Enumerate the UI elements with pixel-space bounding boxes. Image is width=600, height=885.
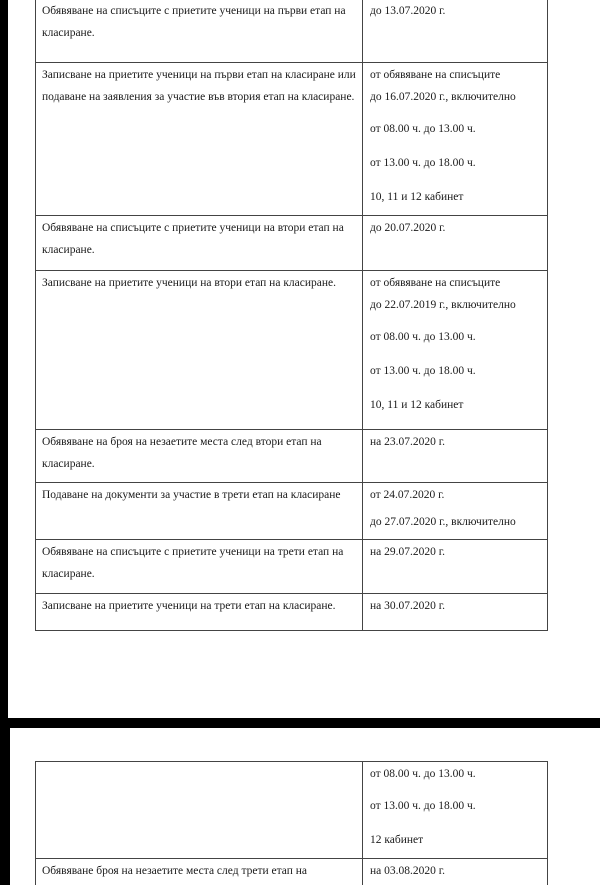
date-text: до 16.07.2020 г., включително <box>370 91 516 103</box>
date-cell <box>363 540 548 594</box>
date-cell <box>363 483 548 540</box>
date-text: 10, 11 и 12 кабинет <box>370 191 464 203</box>
date-cell <box>363 216 548 271</box>
schedule-table <box>35 761 548 885</box>
date-text: до 20.07.2020 г. <box>370 222 446 234</box>
event-text: Подаване на документи за участие в трети етап на класиране <box>42 489 341 501</box>
schedule-table <box>35 0 548 631</box>
date-text: от 08.00 ч. до 13.00 ч. <box>370 768 476 780</box>
event-cell <box>36 430 363 483</box>
event-cell <box>36 63 363 216</box>
date-text: от 13.00 ч. до 18.00 ч. <box>370 365 476 377</box>
table-row <box>36 271 548 430</box>
event-text: Обявяване на списъците с приетите ученици на първи етап на <box>42 5 346 17</box>
table-row <box>36 483 548 540</box>
date-text: от 08.00 ч. до 13.00 ч. <box>370 331 476 343</box>
event-cell <box>36 594 363 631</box>
event-text: класиране. <box>42 568 95 580</box>
event-text: Обявяване на броя на незаетите места след втори етап на <box>42 436 322 448</box>
date-cell <box>363 0 548 63</box>
event-cell <box>36 483 363 540</box>
table-row <box>36 216 548 271</box>
event-text: класиране. <box>42 458 95 470</box>
table-row <box>36 594 548 631</box>
date-text: на 03.08.2020 г. <box>370 865 446 877</box>
date-cell <box>363 859 548 885</box>
date-text: от обявяване на списъците <box>370 69 501 81</box>
event-text: Обявяване на списъците с приетите ученици на трети етап на <box>42 546 344 558</box>
event-cell <box>36 0 363 63</box>
date-text: 10, 11 и 12 кабинет <box>370 399 464 411</box>
event-cell <box>36 540 363 594</box>
table-row <box>36 540 548 594</box>
date-cell <box>363 430 548 483</box>
date-cell <box>363 594 548 631</box>
date-text: от 13.00 ч. до 18.00 ч. <box>370 157 476 169</box>
document-page-2 <box>10 728 600 885</box>
date-text: на 23.07.2020 г. <box>370 436 446 448</box>
event-cell <box>36 859 363 885</box>
event-text: Записване на приетите ученици на втори етап на класиране. <box>42 277 336 289</box>
date-text: от 08.00 ч. до 13.00 ч. <box>370 123 476 135</box>
date-text: до 27.07.2020 г., включително <box>370 516 516 528</box>
event-text: класиране. <box>42 27 95 39</box>
table-row <box>36 63 548 216</box>
table-row <box>36 430 548 483</box>
date-text: от 13.00 ч. до 18.00 ч. <box>370 800 476 812</box>
date-text: до 13.07.2020 г. <box>370 5 446 17</box>
date-cell <box>363 63 548 216</box>
event-text: Обявяване на списъците с приетите ученици на втори етап на <box>42 222 344 234</box>
date-text: на 29.07.2020 г. <box>370 546 446 558</box>
event-text: Обявяване броя на незаетите места след трети етап на <box>42 865 308 877</box>
table-row <box>36 762 548 859</box>
event-cell <box>36 762 363 859</box>
table-row <box>36 0 548 63</box>
event-text: класиране. <box>42 244 95 256</box>
date-text: от обявяване на списъците <box>370 277 501 289</box>
date-cell <box>363 271 548 430</box>
document-page-1 <box>8 0 600 718</box>
event-cell <box>36 216 363 271</box>
table-row <box>36 859 548 885</box>
event-text: подаване на заявления за участие във втория етап на класиране. <box>42 91 355 103</box>
event-text: Записване на приетите ученици на трети етап на класиране. <box>42 600 336 612</box>
event-text: Записване на приетите ученици на първи етап на класиране или <box>42 69 356 81</box>
date-cell <box>363 762 548 859</box>
date-text: 12 кабинет <box>370 834 424 846</box>
event-cell <box>36 271 363 430</box>
date-text: на 30.07.2020 г. <box>370 600 446 612</box>
date-text: до 22.07.2019 г., включително <box>370 299 516 311</box>
date-text: от 24.07.2020 г. <box>370 489 445 501</box>
